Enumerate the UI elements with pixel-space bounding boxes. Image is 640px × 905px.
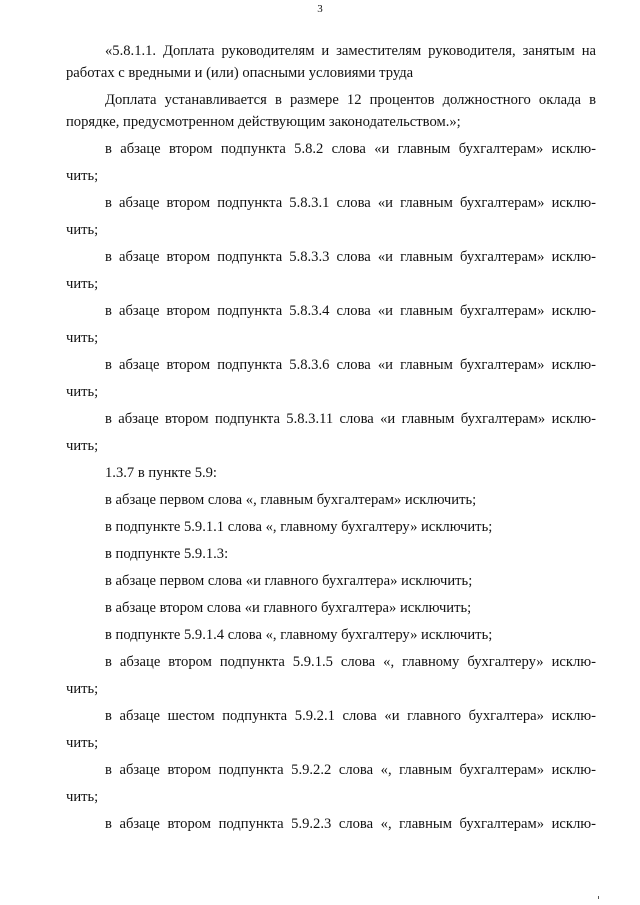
- paragraph-amendment: [66, 490, 596, 517]
- paragraph-line: в абзаце втором подпункта 5.9.2.2 слова «, главным бухгалтерам» исклю-: [105, 762, 596, 778]
- paragraph-amendment: [66, 598, 596, 625]
- paragraph-doplata-text: [66, 90, 596, 139]
- paragraph-line: в абзаце втором подпункта 5.8.3.11 слова «и главным бухгалтерам» исклю-: [105, 411, 596, 427]
- paragraph-amendment: [66, 409, 596, 463]
- paragraph-amendment: [66, 625, 596, 652]
- paragraph-amendment: [66, 814, 596, 841]
- paragraph-line: в подпункте 5.9.1.3:: [105, 546, 229, 562]
- paragraph-line: чить;: [66, 168, 99, 184]
- paragraph-line: чить;: [66, 735, 99, 751]
- paragraph-amendment: [66, 193, 596, 247]
- paragraph-line: в подпункте 5.9.1.4 слова «, главному бухгалтеру» исключить;: [105, 627, 493, 643]
- paragraph-amendment: [66, 139, 596, 193]
- document-body: [66, 41, 596, 841]
- paragraph-amendment: [66, 301, 596, 355]
- paragraph-line: в абзаце втором подпункта 5.8.2 слова «и главным бухгалтерам» исклю-: [105, 141, 596, 157]
- paragraph-amendment: [66, 517, 596, 544]
- paragraph-amendment: [66, 760, 596, 814]
- paragraph-line: «5.8.1.1. Доплата руководителям и заместителям руководителя, занятым на: [105, 43, 596, 59]
- paragraph-amendment: [66, 544, 596, 571]
- paragraph-line: в абзаце втором подпункта 5.8.3.1 слова «и главным бухгалтерам» исклю-: [105, 195, 596, 211]
- paragraph-line: Доплата устанавливается в размере 12 процентов должностного оклада в: [105, 92, 596, 108]
- paragraph-line: в абзаце первом слова «и главного бухгалтера» исключить;: [105, 573, 473, 589]
- paragraph-line: работах с вредными и (или) опасными условиями труда: [66, 65, 414, 81]
- paragraph-line: чить;: [66, 438, 99, 454]
- paragraph-line: в абзаце шестом подпункта 5.9.2.1 слова «и главного бухгалтера» исклю-: [105, 708, 596, 724]
- paragraph-line: 1.3.7 в пункте 5.9:: [105, 465, 217, 481]
- page-number: 3: [317, 3, 323, 15]
- paragraph-amendment: [66, 571, 596, 598]
- paragraph-line: в абзаце втором подпункта 5.8.3.4 слова «и главным бухгалтерам» исклю-: [105, 303, 596, 319]
- paragraph-amendment: [66, 247, 596, 301]
- paragraph-line: в абзаце втором подпункта 5.8.3.6 слова «и главным бухгалтерам» исклю-: [105, 357, 596, 373]
- paragraph-line: порядке, предусмотренном действующим законодательством.»;: [66, 114, 461, 130]
- paragraph-line: чить;: [66, 276, 99, 292]
- paragraph-amendment: [66, 652, 596, 706]
- paragraph-line: в абзаце втором подпункта 5.9.1.5 слова «, главному бухгалтеру» исклю-: [105, 654, 596, 670]
- paragraph-section-heading: [66, 463, 596, 490]
- paragraph-line: в абзаце втором подпункта 5.9.2.3 слова «, главным бухгалтерам» исклю-: [105, 816, 596, 832]
- paragraph-doplata-title: [66, 41, 596, 90]
- paragraph-line: в подпункте 5.9.1.1 слова «, главному бухгалтеру» исключить;: [105, 519, 493, 535]
- paragraph-amendment: [66, 355, 596, 409]
- paragraph-line: чить;: [66, 789, 99, 805]
- paragraph-line: чить;: [66, 222, 99, 238]
- paragraph-amendment: [66, 706, 596, 760]
- paragraph-line: чить;: [66, 384, 99, 400]
- paragraph-line: чить;: [66, 681, 99, 697]
- paragraph-line: в абзаце первом слова «, главным бухгалтерам» исключить;: [105, 492, 477, 508]
- paragraph-line: в абзаце втором слова «и главного бухгалтера» исключить;: [105, 600, 472, 616]
- paragraph-line: чить;: [66, 330, 99, 346]
- scan-mark: [598, 896, 599, 899]
- paragraph-line: в абзаце втором подпункта 5.8.3.3 слова «и главным бухгалтерам» исклю-: [105, 249, 596, 265]
